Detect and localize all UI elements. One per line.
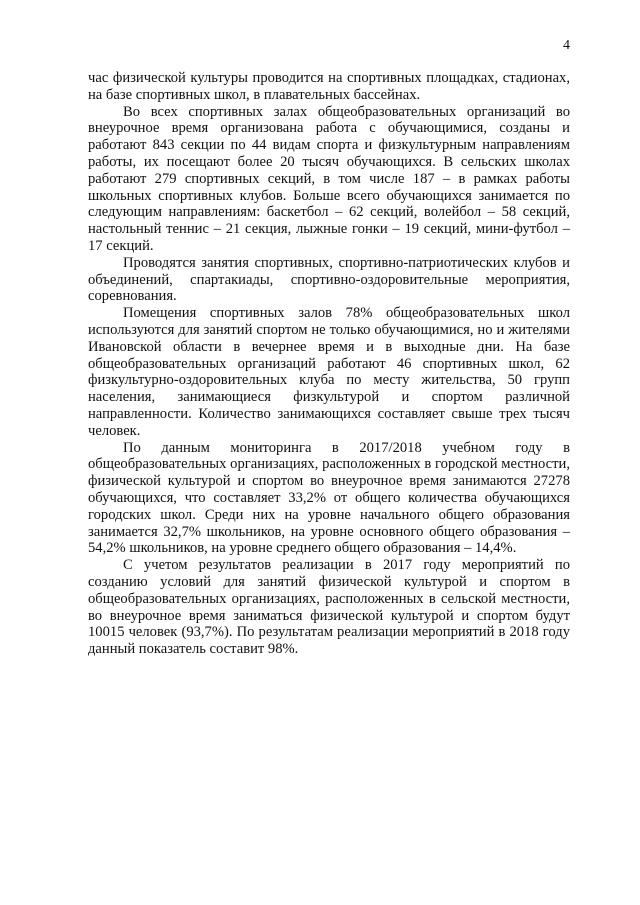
paragraph-continuation: час физической культуры проводится на спортивных площадках, стадионах, на базе спортивных школ, в плавательных бассейнах. <box>88 70 570 103</box>
paragraph-monitoring-urban: По данным мониторинга в 2017/2018 учебном году в общеобразовательных организациях, расположенных в городской местности, физической культурой и спортом во внеурочное время занимаются 27278 обучающихся, что составляет 33,2% от общего количества обучающихся городских школ. Среди них на уровне начального общего образования занимается 32,7% школьников, на уровне основного общего образования – 54,2% школьников, на уровне среднего общего образования – 14,4%. <box>88 439 570 557</box>
paragraph-rural-results: С учетом результатов реализации в 2017 году мероприятий по созданию условий для занятий физической культурой и спортом в общеобразовательных организациях, расположенных в сельской местности, во внеурочное время заниматься физической культурой и спортом будут 10015 человек (93,7%). По результатам реализации мероприятий в 2018 году данный показатель составит 98%. <box>88 557 570 658</box>
paragraph-gym-usage: Помещения спортивных залов 78% общеобразовательных школ используются для занятий спортом не только обучающимися, но и жителями Ивановской области в вечернее время и в выходные дни. На базе общеобразовательных организаций работают 46 спортивных школ, 62 физкультурно-оздоровительных клуба по месту жительства, 50 групп населения, занимающиеся физкультурой и спортом различной направленности. Количество занимающихся составляет свыше трех тысяч человек. <box>88 305 570 439</box>
document-body <box>88 70 570 658</box>
paragraph-clubs-events: Проводятся занятия спортивных, спортивно-патриотических клубов и объединений, спартакиады, спортивно-оздоровительные мероприятия, соревнования. <box>88 254 570 305</box>
paragraph-sports-sections: Во всех спортивных залах общеобразовательных организаций во внеурочное время организована работа с обучающимися, созданы и работают 843 секции по 44 видам спорта и физкультурным направлениям работы, их посещают более 20 тысяч обучающихся. В сельских школах работают 279 спортивных секций, в том числе 187 – в рамках работы школьных спортивных клубов. Больше всего обучающихся занимается по следующим направлениям: баскетбол – 62 секций, волейбол – 58 секций, настольный теннис – 21 секция, лыжные гонки – 19 секций, мини-футбол – 17 секций. <box>88 103 570 254</box>
page-number: 4 <box>563 38 570 53</box>
